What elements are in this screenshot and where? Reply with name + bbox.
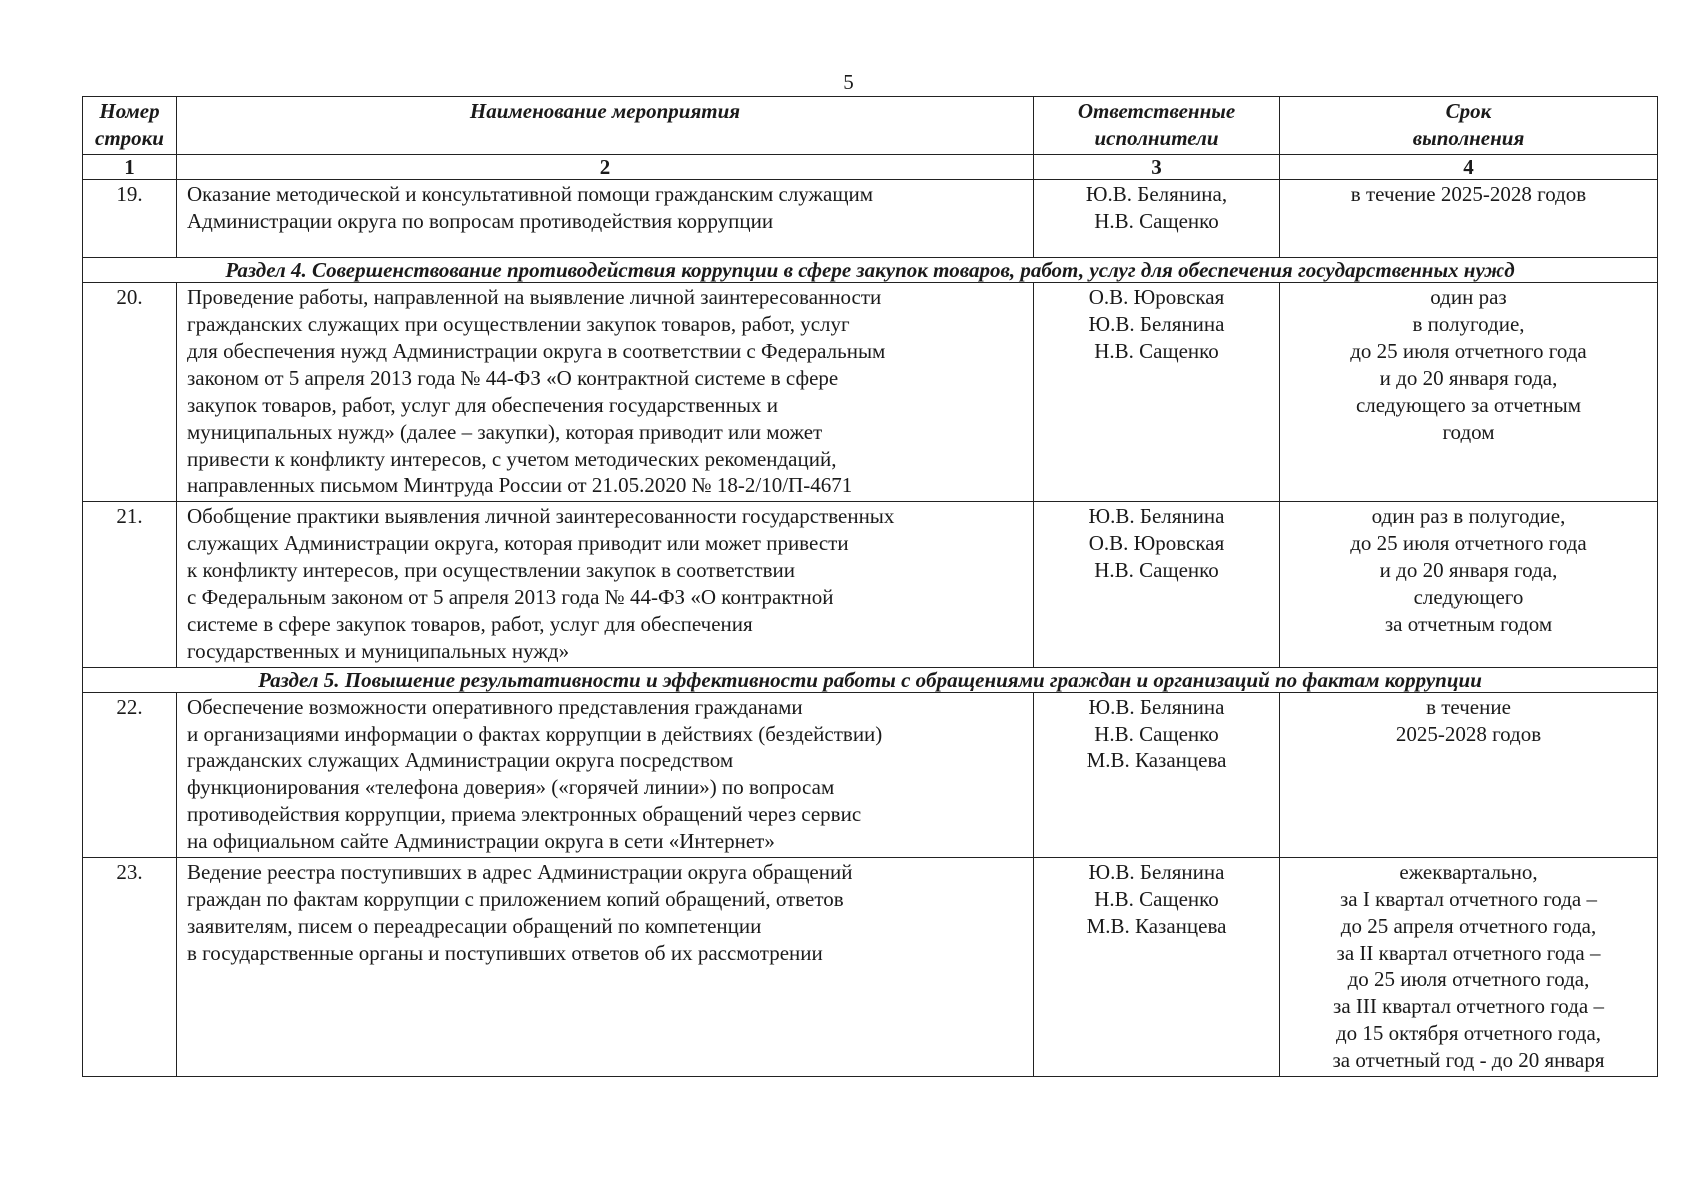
measure-name (177, 502, 1034, 667)
row-number: 20. (83, 283, 177, 502)
responsible-person: Ю.В. Белянина (1088, 694, 1225, 719)
deadline (1280, 283, 1658, 502)
responsible-person: Н.В. Сащенко (1094, 558, 1219, 583)
measure-name (177, 857, 1034, 1076)
deadline-line: за отчетным годом (1384, 611, 1553, 636)
measure-name-line: государственных и муниципальных нужд» (187, 638, 570, 663)
measure-name-line: Оказание методической и консультативной помощи гражданским служащим (187, 182, 874, 207)
section-header-row (83, 667, 1658, 692)
deadline-line: в полугодие, (1412, 312, 1525, 337)
deadline-line: один раз в полугодие, (1371, 504, 1566, 529)
deadline-line: до 25 июля отчетного года, (1347, 967, 1590, 992)
deadline-line: годом (1442, 419, 1495, 444)
measure-name-line: системе в сфере закупок товаров, работ, услуг для обеспечения (187, 611, 753, 636)
deadline-line: за отчетный год - до 20 января (1332, 1048, 1605, 1073)
responsible-persons (1034, 502, 1280, 667)
responsible-person: Н.В. Сащенко (1094, 721, 1219, 746)
header-deadline-line: выполнения (1412, 125, 1525, 150)
section-title: Раздел 5. Повышение результативности и эффективности работы с обращениями граждан и организаций по фактам коррупции (83, 667, 1658, 692)
deadline (1280, 857, 1658, 1076)
table-row (83, 283, 1658, 502)
deadline-line: в течение 2025-2028 годов (1350, 182, 1587, 207)
measure-name-line: в государственные органы и поступивших ответов об их рассмотрении (187, 940, 823, 965)
responsible-persons (1034, 857, 1280, 1076)
deadline-line: в течение (1426, 694, 1511, 719)
section-header-row (83, 258, 1658, 283)
deadline-line: за II квартал отчетного года – (1336, 940, 1601, 965)
measure-name-line: для обеспечения нужд Администрации округа в соответствии с Федеральным (187, 339, 886, 364)
table-row (83, 502, 1658, 667)
measure-name-line: граждан по фактам коррупции с приложением копий обращений, ответов (187, 886, 844, 911)
measure-name-line: муниципальных нужд» (далее – закупки), которая приводит или может (187, 419, 823, 444)
responsible-persons (1034, 692, 1280, 857)
deadline (1280, 180, 1658, 258)
table-row (83, 692, 1658, 857)
deadline-line: и до 20 января года, (1379, 365, 1558, 390)
deadline-line: следующего (1413, 584, 1524, 609)
deadline (1280, 692, 1658, 857)
deadline-line: до 25 июля отчетного года (1350, 531, 1587, 556)
deadline-line: за III квартал отчетного года – (1333, 994, 1604, 1019)
measure-name-line: противодействия коррупции, приема электронных обращений через сервис (187, 802, 862, 827)
measure-name-line: закупок товаров, работ, услуг для обеспечения государственных и (187, 392, 778, 417)
responsible-person: Ю.В. Белянина, (1085, 182, 1228, 207)
measure-name (177, 692, 1034, 857)
measure-name-line: привести к конфликту интересов, с учетом методических рекомендаций, (187, 446, 837, 471)
responsible-persons (1034, 180, 1280, 258)
responsible-person: Ю.В. Белянина (1088, 312, 1225, 337)
column-number: 1 (83, 155, 177, 180)
deadline (1280, 502, 1658, 667)
header-measure-name: Наименование мероприятия (177, 97, 1034, 155)
header-deadline-line: Срок (1445, 99, 1492, 123)
row-number: 21. (83, 502, 177, 667)
measure-name-line: служащих Администрации округа, которая приводит или может привести (187, 531, 849, 556)
header-responsible: Ответственные исполнители (1034, 97, 1280, 155)
measure-name-line: Обеспечение возможности оперативного представления гражданами (187, 694, 803, 719)
responsible-person: М.В. Казанцева (1086, 748, 1227, 773)
deadline-line: ежеквартально, (1399, 859, 1538, 884)
measure-name-line: к конфликту интересов, при осуществлении закупок в соответствии (187, 558, 796, 583)
column-number: 3 (1034, 155, 1280, 180)
page-number: 5 (843, 70, 854, 94)
responsible-person: О.В. Юровская (1088, 531, 1225, 556)
measure-name-line: с Федеральным законом от 5 апреля 2013 года № 44-ФЗ «О контрактной (187, 584, 834, 609)
deadline-line: до 15 октября отчетного года, (1335, 1021, 1602, 1046)
row-number: 23. (83, 857, 177, 1076)
measure-name-line: гражданских служащих Администрации округа посредством (187, 748, 734, 773)
measure-name-line: функционирования «телефона доверия» («горячей линии») по вопросам (187, 775, 835, 800)
deadline-line: и до 20 января года, (1379, 558, 1558, 583)
deadline-line: за I квартал отчетного года – (1340, 886, 1597, 911)
deadline-line: 2025-2028 годов (1395, 721, 1542, 746)
responsible-person: Н.В. Сащенко (1094, 209, 1219, 234)
responsible-person: Н.В. Сащенко (1094, 886, 1219, 911)
deadline-line: до 25 апреля отчетного года, (1340, 913, 1597, 938)
responsible-person: О.В. Юровская (1088, 285, 1225, 310)
measure-name-line: Проведение работы, направленной на выявление личной заинтересованности (187, 285, 882, 310)
column-number-row (83, 155, 1658, 180)
measure-name-line: законом от 5 апреля 2013 года № 44-ФЗ «О контрактной системе в сфере (187, 365, 839, 390)
table-header-row (83, 97, 1658, 155)
measures-table (82, 96, 1658, 1077)
deadline-line: следующего за отчетным (1355, 392, 1581, 417)
row-number: 19. (83, 180, 177, 258)
deadline-line: до 25 июля отчетного года (1350, 339, 1587, 364)
responsible-person: Ю.В. Белянина (1088, 859, 1225, 884)
header-row-number: Номер строки (83, 97, 177, 155)
responsible-person: Ю.В. Белянина (1088, 504, 1225, 529)
measure-name-line: Ведение реестра поступивших в адрес Администрации округа обращений (187, 859, 853, 884)
measure-name-line: гражданских служащих при осуществлении закупок товаров, работ, услуг (187, 312, 850, 337)
column-number: 2 (177, 155, 1034, 180)
header-deadline (1280, 97, 1658, 155)
measure-name (177, 283, 1034, 502)
section-title: Раздел 4. Совершенствование противодействия коррупции в сфере закупок товаров, работ, услуг для обеспечения государственных нужд (83, 258, 1658, 283)
measure-name-line: направленных письмом Минтруда России от 21.05.2020 № 18-2/10/П-4671 (187, 473, 853, 498)
responsible-persons (1034, 283, 1280, 502)
measure-name-line: и организациями информации о фактах коррупции в действиях (бездействии) (187, 721, 883, 746)
measure-name-line: на официальном сайте Администрации округа в сети «Интернет» (187, 829, 775, 854)
measure-name-line: Администрации округа по вопросам противодействия коррупции (187, 209, 774, 234)
measure-name-line: Обобщение практики выявления личной заинтересованности государственных (187, 504, 895, 529)
column-number: 4 (1280, 155, 1658, 180)
measure-name-line: заявителям, писем о переадресации обращений по компетенции (187, 913, 762, 938)
measure-name (177, 180, 1034, 258)
row-number: 22. (83, 692, 177, 857)
deadline-line: один раз (1430, 285, 1507, 310)
responsible-person: М.В. Казанцева (1086, 913, 1227, 938)
table-row (83, 180, 1658, 258)
table-row (83, 857, 1658, 1076)
responsible-person: Н.В. Сащенко (1094, 339, 1219, 364)
